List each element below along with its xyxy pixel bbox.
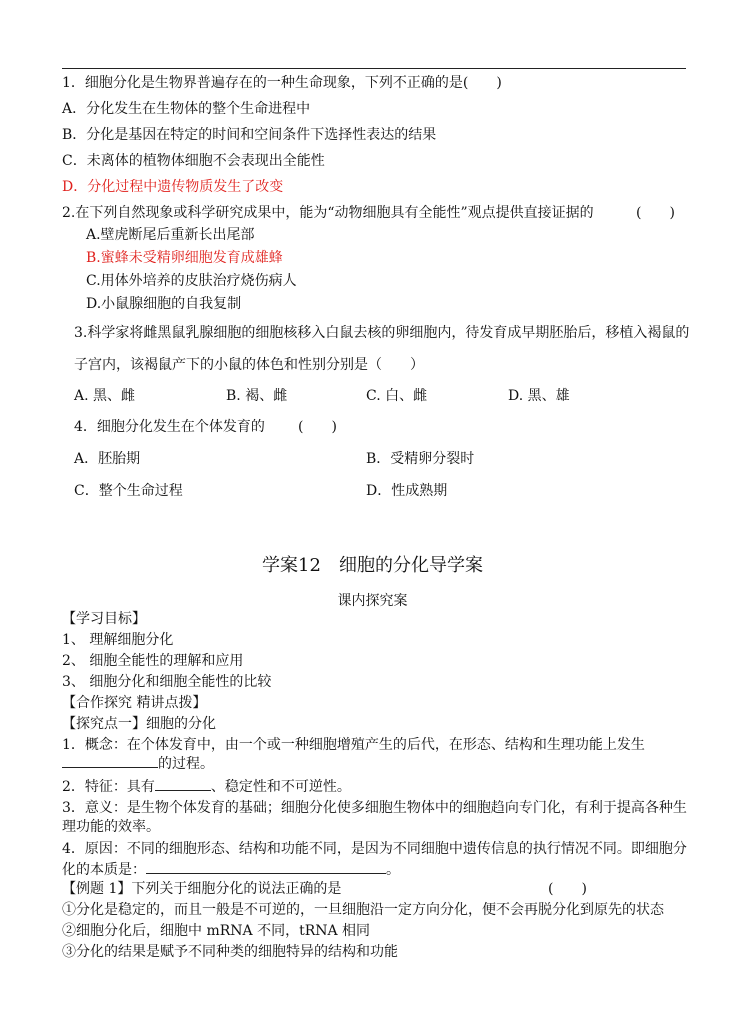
example1-stem: 【例题 1】下列关于细胞分化的说法正确的是 [62,881,342,897]
q3-stem-line1: 3.科学家将雌黑鼠乳腺细胞的细胞核移入白鼠去核的卵细胞内，待发育成早期胚胎后，移植入褐鼠的 [74,325,690,341]
feature-text-a: 2．特征：具有 [62,779,155,795]
point1-heading: 【探究点一】细胞的分化 [62,716,216,732]
example1-item-3: ③分化的结果是赋予不同种类的细胞特异的结构和功能 [62,944,398,960]
q4-option-c: C．整个生命过程 [74,483,183,499]
top-rule [62,68,686,69]
q2-option-a: A.壁虎断尾后重新长出尾部 [86,227,255,243]
goal-item-3: 3、 细胞分化和细胞全能性的比较 [62,674,272,690]
q1-option-a: A．分化发生在生物体的整个生命进程中 [62,101,311,117]
meaning-line2: 理功能的效率。 [62,819,160,835]
goal-item-1: 1、 理解细胞分化 [62,632,174,648]
q3-option-a: A. 黑、雌 [74,388,136,404]
q3-stem-line2: 子宫内，该褐鼠产下的小鼠的体色和性别分别是（ ） [74,357,424,373]
q2-option-b-answer: B.蜜蜂未受精卵细胞发育成雄蜂 [86,250,283,266]
q1-stem: 1．细胞分化是生物界普遍存在的一种生命现象，下列不正确的是( ) [62,75,502,91]
essence-blank[interactable] [146,860,386,874]
q1-option-d-answer: D．分化过程中遗传物质发生了改变 [62,179,284,195]
feature-line [62,777,351,796]
example1-item-2: ②细胞分化后，细胞中 mRNA 不同，tRNA 相同 [62,923,371,939]
reason-text: 化的本质是： [62,862,146,878]
concept-blank[interactable] [62,754,158,768]
goals-heading: 【学习目标】 [62,611,146,627]
q2-stem: 2.在下列自然现象或科学研究成果中，能为“动物细胞具有全能性”观点提供直接证据的 [62,205,594,221]
goal-item-2: 2、 细胞全能性的理解和应用 [62,653,244,669]
coop-heading: 【合作探究 精讲点拨】 [62,695,207,711]
q1-option-c: C．未离体的植物体细胞不会表现出全能性 [62,153,325,169]
concept-line2-text: 的过程。 [158,756,214,772]
q3-option-b: B. 褐、雌 [226,388,288,404]
concept-line2 [62,754,214,773]
q3-option-c: C. 白、雌 [366,388,428,404]
reason-line1: 4．原因：不同的细胞形态、结构和功能不同，是因为不同细胞中遗传信息的执行情况不同。即细胞分 [62,841,687,857]
q4-option-b: B．受精卵分裂时 [366,451,475,467]
example1-item-1: ①分化是稳定的，而且一般是不可逆的，一旦细胞沿一定方向分化，便不会再脱分化到原先的状态 [62,902,664,918]
q4-option-d: D．性成熟期 [366,483,448,499]
q2-option-c: C.用体外培养的皮肤治疗烧伤病人 [86,273,297,289]
meaning-line1: 3．意义：是生物个体发育的基础；细胞分化使多细胞生物体中的细胞趋向专门化，有利于提高各种生 [62,800,687,816]
example1-answer-paren: ( ) [548,881,587,897]
q4-stem: 4．细胞分化发生在个体发育的 [74,419,265,435]
q2-answer-paren: ( ) [636,205,675,221]
reason-line2 [62,860,400,879]
q4-answer-paren: ( ) [298,419,337,435]
q3-option-d: D. 黑、雄 [508,388,570,404]
concept-line1: 1．概念：在个体发育中，由一个或一种细胞增殖产生的后代，在形态、结构和生理功能上发生 [62,737,645,753]
reason-end: 。 [386,862,400,878]
q4-option-a: A．胚胎期 [74,451,141,467]
q1-option-b: B．分化是基因在特定的时间和空间条件下选择性表达的结果 [62,127,437,143]
feature-text-b: 、稳定性和不可逆性。 [210,779,351,795]
page-title: 学案12 细胞的分化导学案 [262,555,483,576]
page-subtitle: 课内探究案 [337,593,408,609]
feature-blank[interactable] [155,777,211,791]
q2-option-d: D.小鼠腺细胞的自我复制 [86,296,242,312]
